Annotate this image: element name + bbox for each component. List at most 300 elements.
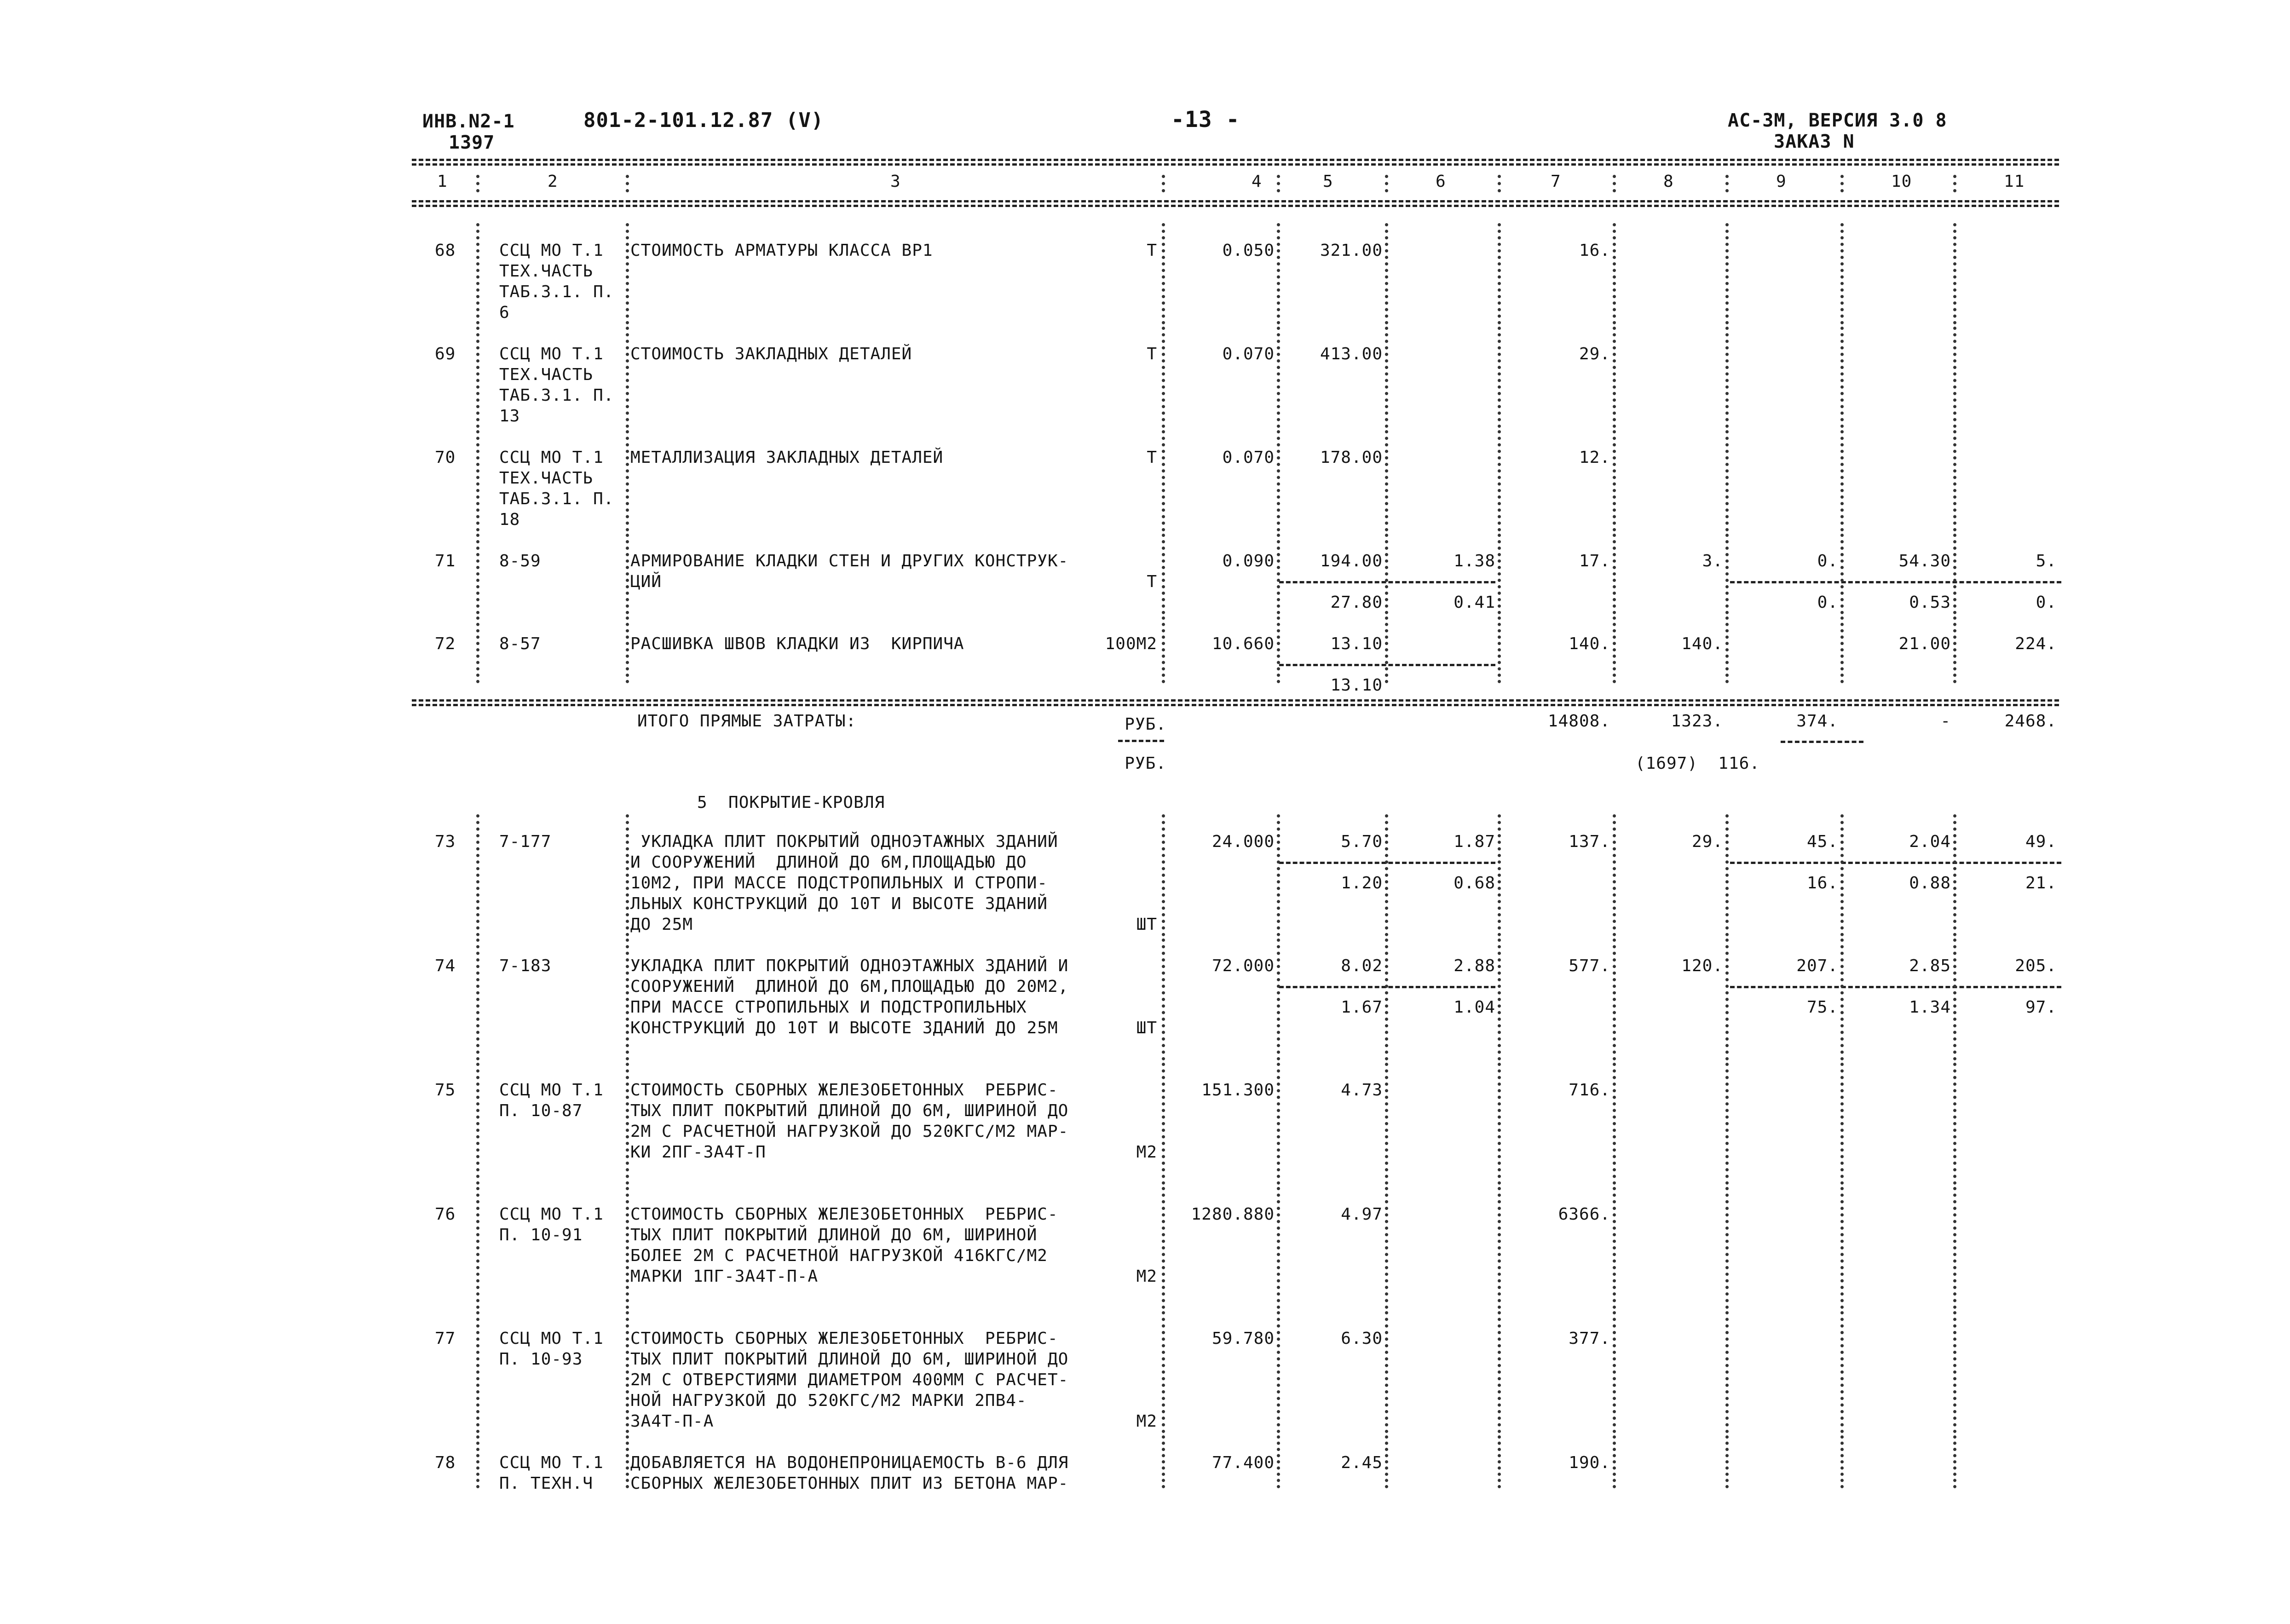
value-c5: 321.00 (1320, 241, 1383, 260)
column-separator (1277, 1311, 1280, 1433)
value-c11: 224. (2015, 634, 2057, 653)
column-separator (626, 616, 629, 683)
unit-label: Т (1147, 572, 1157, 591)
work-description: РАСШИВКА ШВОВ КЛАДКИ ИЗ КИРПИЧА (630, 634, 964, 653)
column-separator (1162, 1311, 1165, 1433)
resource-code: ТЕХ.ЧАСТЬ (499, 365, 594, 384)
column-separator (1498, 534, 1501, 614)
resource-code: 18 (499, 510, 520, 529)
wage-value-s11: 0. (2036, 593, 2057, 612)
column-number: 5 (1323, 172, 1333, 191)
resource-code: ТАБ.3.1. П. (499, 282, 614, 301)
column-separator (1385, 534, 1388, 614)
column-number: 3 (890, 172, 901, 191)
wage-value-s9: 16. (1806, 874, 1838, 893)
row-number: 76 (435, 1205, 456, 1224)
value-c8: 140. (1681, 634, 1723, 653)
column-separator (1498, 430, 1501, 531)
column-separator (1498, 616, 1501, 683)
column-separator (1498, 1187, 1501, 1309)
column-separator (1385, 327, 1388, 428)
column-separator (1840, 327, 1844, 428)
column-separator (626, 327, 629, 428)
column-separator (1613, 1435, 1616, 1488)
wage-value-s6: 0.41 (1454, 593, 1495, 612)
column-number: 10 (1891, 172, 1912, 191)
row-number: 74 (435, 956, 456, 975)
work-description: СТОИМОСТЬ ЗАКЛАДНЫХ ДЕТАЛЕЙ (630, 345, 912, 363)
column-separator (1953, 1063, 1956, 1185)
wage-value-s11: 97. (2025, 998, 2057, 1017)
value-c5: 413.00 (1320, 345, 1383, 363)
column-separator (1953, 1435, 1956, 1488)
column-separator (1725, 939, 1729, 1060)
resource-code: 8-59 (499, 552, 541, 570)
totals-c10: - (1940, 712, 1951, 731)
value-c5: 5.70 (1341, 832, 1383, 851)
work-description: ПРИ МАССЕ СТРОПИЛЬНЫХ И ПОДСТРОПИЛЬНЫХ (630, 998, 1027, 1017)
column-separator (1725, 1311, 1729, 1433)
column-separator (1385, 616, 1388, 683)
column-separator (1385, 175, 1388, 192)
column-separator (1840, 223, 1844, 324)
column-separator (1277, 175, 1280, 192)
page-number: -13 - (1171, 107, 1240, 132)
sub-divider (1730, 581, 2061, 583)
work-description: АРМИРОВАНИЕ КЛАДКИ СТЕН И ДРУГИХ КОНСТРУК- (630, 552, 1069, 570)
column-separator (1385, 1187, 1388, 1309)
value-c7: 190. (1569, 1453, 1610, 1472)
column-separator (1840, 175, 1844, 192)
value-c11: 5. (2036, 552, 2057, 570)
column-separator (1613, 939, 1616, 1060)
column-separator (1613, 430, 1616, 531)
wage-value-s9: 0. (1817, 593, 1838, 612)
work-description: КИ 2ПГ-3А4Т-П (630, 1143, 766, 1162)
column-separator (1162, 1435, 1165, 1488)
column-separator (1613, 534, 1616, 614)
header-divider (412, 163, 2059, 166)
work-description: УКЛАДКА ПЛИТ ПОКРЫТИЙ ОДНОЭТАЖНЫХ ЗДАНИЙ И (630, 956, 1069, 975)
wage-value-s6: 0.68 (1454, 874, 1495, 893)
wage-value-s11: 21. (2025, 874, 2057, 893)
column-separator (1613, 1063, 1616, 1185)
value-c8: 3. (1702, 552, 1723, 570)
resource-code: 7-183 (499, 956, 552, 975)
resource-code: ССЦ МО Т.1 (499, 448, 604, 467)
inventory-label: ИНВ.N2-1 (422, 111, 515, 132)
value-c7: 377. (1569, 1329, 1610, 1348)
work-description: 10М2, ПРИ МАССЕ ПОДСТРОПИЛЬНЫХ И СТРОПИ- (630, 874, 1048, 893)
unit-label: М2 (1136, 1412, 1157, 1431)
column-separator (1498, 1063, 1501, 1185)
row-number: 71 (435, 552, 456, 570)
column-separator (1162, 223, 1165, 324)
column-separator (626, 1063, 629, 1185)
column-separator (1385, 939, 1388, 1060)
resource-code: ССЦ МО Т.1 (499, 1453, 604, 1472)
wage-value-s10: 1.34 (1909, 998, 1951, 1017)
section-title: 5 ПОКРЫТИЕ-КРОВЛЯ (697, 793, 885, 812)
column-separator (626, 430, 629, 531)
unit-label: ШТ (1136, 915, 1157, 934)
resource-code: ТАБ.3.1. П. (499, 386, 614, 405)
column-separator (626, 223, 629, 324)
column-number: 2 (548, 172, 558, 191)
document-code: 801-2-101.12.87 (V) (583, 109, 824, 132)
value-c10: 54.30 (1898, 552, 1951, 570)
column-separator (1162, 430, 1165, 531)
column-separator (476, 1063, 479, 1185)
column-separator (1162, 175, 1165, 192)
column-separator (1613, 1187, 1616, 1309)
unit-label: Т (1147, 345, 1157, 363)
column-separator (1613, 223, 1616, 324)
column-separator (476, 175, 479, 192)
column-separator (626, 175, 629, 192)
resource-code: П. 10-93 (499, 1350, 583, 1369)
column-separator (1277, 430, 1280, 531)
header-divider (412, 200, 2059, 202)
column-separator (476, 1311, 479, 1433)
resource-code: 8-57 (499, 634, 541, 653)
column-number: 6 (1436, 172, 1446, 191)
column-separator (626, 534, 629, 614)
value-c4: 151.300 (1201, 1081, 1275, 1100)
wage-value-s10: 0.88 (1909, 874, 1951, 893)
column-separator (476, 534, 479, 614)
column-separator (1277, 327, 1280, 428)
resource-code: П. 10-91 (499, 1226, 583, 1244)
work-description: ДОБАВЛЯЕТСЯ НА ВОДОНЕПРОНИЦАЕМОСТЬ В-6 ДЛЯ (630, 1453, 1069, 1472)
value-c4: 77.400 (1211, 1453, 1275, 1472)
value-c7: 577. (1569, 956, 1610, 975)
work-description: СТОИМОСТЬ АРМАТУРЫ КЛАССА ВР1 (630, 241, 933, 260)
column-separator (1840, 939, 1844, 1060)
resource-code: ТЕХ.ЧАСТЬ (499, 262, 594, 281)
wage-value-s9: 75. (1806, 998, 1838, 1017)
column-separator (1840, 1063, 1844, 1185)
column-separator (1953, 616, 1956, 683)
totals-unit: РУБ. (1125, 754, 1166, 773)
column-separator (1953, 223, 1956, 324)
column-separator (1953, 814, 1956, 936)
wage-value-s5: 13.10 (1330, 676, 1383, 695)
column-separator (476, 616, 479, 683)
work-description: МАРКИ 1ПГ-3А4Т-П-А (630, 1267, 819, 1286)
value-c10: 2.04 (1909, 832, 1951, 851)
column-separator (1613, 175, 1616, 192)
totals-c8-second: (1697) (1635, 754, 1698, 773)
value-c7: 140. (1569, 634, 1610, 653)
column-separator (1498, 327, 1501, 428)
unit-label: ШТ (1136, 1019, 1157, 1037)
column-separator (1953, 430, 1956, 531)
column-separator (476, 1435, 479, 1488)
value-c6: 1.38 (1454, 552, 1495, 570)
totals-unit: РУБ. (1125, 715, 1166, 734)
totals-divider (412, 704, 2059, 706)
column-separator (626, 1187, 629, 1309)
column-separator (1840, 1311, 1844, 1433)
column-separator (1613, 814, 1616, 936)
value-c11: 49. (2025, 832, 2057, 851)
wage-value-s5: 1.20 (1341, 874, 1383, 893)
work-description: КОНСТРУКЦИЙ ДО 10Т И ВЫСОТЕ ЗДАНИЙ ДО 25М (630, 1019, 1058, 1037)
work-description: 2М С ОТВЕРСТИЯМИ ДИАМЕТРОМ 400ММ С РАСЧЕТ- (630, 1371, 1069, 1389)
column-separator (1725, 1063, 1729, 1185)
column-separator (1162, 534, 1165, 614)
resource-code: П. ТЕХН.Ч (499, 1474, 594, 1493)
column-separator (1162, 327, 1165, 428)
value-c4: 1280.880 (1191, 1205, 1275, 1224)
work-description: УКЛАДКА ПЛИТ ПОКРЫТИЙ ОДНОЭТАЖНЫХ ЗДАНИЙ (630, 832, 1058, 851)
resource-code: П. 10-87 (499, 1101, 583, 1120)
column-separator (476, 814, 479, 936)
resource-code: ССЦ МО Т.1 (499, 1329, 604, 1348)
column-separator (1498, 1435, 1501, 1488)
row-number: 75 (435, 1081, 456, 1100)
value-c4: 0.050 (1222, 241, 1275, 260)
value-c5: 13.10 (1330, 634, 1383, 653)
column-separator (1277, 616, 1280, 683)
column-separator (626, 814, 629, 936)
value-c7: 137. (1569, 832, 1610, 851)
value-c6: 2.88 (1454, 956, 1495, 975)
column-separator (1613, 327, 1616, 428)
value-c10: 21.00 (1898, 634, 1951, 653)
column-separator (1840, 616, 1844, 683)
value-c4: 0.070 (1222, 448, 1275, 467)
value-c4: 0.090 (1222, 552, 1275, 570)
column-separator (1498, 223, 1501, 324)
unit-label: 100М2 (1105, 634, 1157, 653)
column-separator (1385, 1063, 1388, 1185)
column-separator (1162, 1187, 1165, 1309)
work-description: ДО 25М (630, 915, 693, 934)
work-description: ЦИЙ (630, 572, 662, 591)
value-c4: 72.000 (1211, 956, 1275, 975)
work-description: СТОИМОСТЬ СБОРНЫХ ЖЕЛЕЗОБЕТОННЫХ РЕБРИС- (630, 1205, 1058, 1224)
column-separator (1840, 534, 1844, 614)
work-description: 2М С РАСЧЕТНОЙ НАГРУЗКОЙ ДО 520КГС/М2 МАР- (630, 1122, 1069, 1141)
column-separator (1498, 814, 1501, 936)
work-description: ЛЬНЫХ КОНСТРУКЦИЙ ДО 10Т И ВЫСОТЕ ЗДАНИЙ (630, 894, 1048, 913)
column-separator (1385, 1311, 1388, 1433)
value-c7: 29. (1579, 345, 1610, 363)
resource-code: ССЦ МО Т.1 (499, 1205, 604, 1224)
value-c4: 0.070 (1222, 345, 1275, 363)
column-number: 4 (1252, 172, 1262, 191)
value-c5: 194.00 (1320, 552, 1383, 570)
work-description: СТОИМОСТЬ СБОРНЫХ ЖЕЛЕЗОБЕТОННЫХ РЕБРИС- (630, 1081, 1058, 1100)
value-c4: 10.660 (1211, 634, 1275, 653)
work-description: ТЫХ ПЛИТ ПОКРЫТИЙ ДЛИНОЙ ДО 6М, ШИРИНОЙ (630, 1226, 1038, 1244)
totals-c11: 2468. (2004, 712, 2057, 731)
value-c7: 16. (1579, 241, 1610, 260)
column-separator (1498, 939, 1501, 1060)
column-separator (1277, 1063, 1280, 1185)
row-number: 70 (435, 448, 456, 467)
column-number: 7 (1551, 172, 1561, 191)
row-number: 78 (435, 1453, 456, 1472)
value-c9: 207. (1796, 956, 1838, 975)
value-c7: 6366. (1558, 1205, 1610, 1224)
totals-c7: 14808. (1547, 712, 1610, 731)
column-separator (1840, 430, 1844, 531)
inventory-number: 1397 (449, 132, 495, 153)
column-separator (1953, 327, 1956, 428)
column-separator (1725, 814, 1729, 936)
totals-c9-second: 116. (1718, 754, 1760, 773)
wage-value-s5: 1.67 (1341, 998, 1383, 1017)
resource-code: ССЦ МО Т.1 (499, 345, 604, 363)
value-c10: 2.85 (1909, 956, 1951, 975)
value-c8: 29. (1691, 832, 1723, 851)
column-separator (1953, 1187, 1956, 1309)
resource-code: 7-177 (499, 832, 552, 851)
value-c5: 178.00 (1320, 448, 1383, 467)
value-c5: 8.02 (1341, 956, 1383, 975)
column-separator (1498, 175, 1501, 192)
work-description: БОЛЕЕ 2М С РАСЧЕТНОЙ НАГРУЗКОЙ 416КГС/М2 (630, 1246, 1048, 1265)
resource-code: ТАБ.3.1. П. (499, 490, 614, 508)
column-separator (626, 1311, 629, 1433)
wage-value-s10: 0.53 (1909, 593, 1951, 612)
value-c5: 2.45 (1341, 1453, 1383, 1472)
totals-c8: 1323. (1671, 712, 1723, 731)
row-number: 73 (435, 832, 456, 851)
column-separator (1953, 939, 1956, 1060)
column-separator (1725, 616, 1729, 683)
resource-code: ССЦ МО Т.1 (499, 241, 604, 260)
resource-code: ССЦ МО Т.1 (499, 1081, 604, 1100)
column-separator (476, 430, 479, 531)
column-separator (1613, 1311, 1616, 1433)
sub-divider (1730, 862, 2061, 864)
column-separator (1277, 939, 1280, 1060)
column-separator (1725, 534, 1729, 614)
totals-divider (412, 699, 2059, 702)
wage-value-s6: 1.04 (1454, 998, 1495, 1017)
work-description: ТЫХ ПЛИТ ПОКРЫТИЙ ДЛИНОЙ ДО 6М, ШИРИНОЙ ДО (630, 1350, 1069, 1369)
resource-code: 6 (499, 303, 510, 322)
value-c7: 17. (1579, 552, 1610, 570)
value-c5: 4.73 (1341, 1081, 1383, 1100)
column-separator (1385, 814, 1388, 936)
wage-value-s5: 27.80 (1330, 593, 1383, 612)
header-divider (412, 205, 2059, 207)
totals-divider (1781, 741, 1863, 743)
column-separator (1162, 814, 1165, 936)
column-separator (1385, 223, 1388, 324)
totals-c9: 374. (1796, 712, 1838, 731)
column-separator (1277, 534, 1280, 614)
column-separator (1498, 1311, 1501, 1433)
column-separator (1385, 1435, 1388, 1488)
column-separator (476, 939, 479, 1060)
column-separator (476, 1187, 479, 1309)
totals-label: ИТОГО ПРЯМЫЕ ЗАТРАТЫ: (637, 712, 857, 731)
column-separator (1953, 175, 1956, 192)
version-label: АС-3М, ВЕРСИЯ 3.0 8 (1728, 110, 1947, 131)
column-separator (1725, 1187, 1729, 1309)
column-separator (1840, 1435, 1844, 1488)
column-separator (1162, 939, 1165, 1060)
unit-label: Т (1147, 241, 1157, 260)
column-separator (1277, 223, 1280, 324)
totals-divider (1118, 740, 1164, 742)
value-c8: 120. (1681, 956, 1723, 975)
column-separator (1953, 534, 1956, 614)
column-number: 9 (1776, 172, 1787, 191)
column-separator (1840, 1187, 1844, 1309)
value-c4: 24.000 (1211, 832, 1275, 851)
value-c9: 45. (1806, 832, 1838, 851)
unit-label: Т (1147, 448, 1157, 467)
column-separator (1162, 616, 1165, 683)
column-separator (1840, 814, 1844, 936)
column-number: 1 (437, 172, 448, 191)
column-separator (1725, 430, 1729, 531)
value-c7: 716. (1569, 1081, 1610, 1100)
column-separator (626, 939, 629, 1060)
work-description: НОЙ НАГРУЗКОЙ ДО 520КГС/М2 МАРКИ 2ПВ4- (630, 1391, 1027, 1410)
row-number: 77 (435, 1329, 456, 1348)
column-separator (1385, 430, 1388, 531)
value-c6: 1.87 (1454, 832, 1495, 851)
column-number: 11 (2004, 172, 2025, 191)
column-separator (1277, 1187, 1280, 1309)
work-description: ТЫХ ПЛИТ ПОКРЫТИЙ ДЛИНОЙ ДО 6М, ШИРИНОЙ ДО (630, 1101, 1069, 1120)
value-c11: 205. (2015, 956, 2057, 975)
work-description: 3А4Т-П-А (630, 1412, 714, 1431)
unit-label: М2 (1136, 1267, 1157, 1286)
value-c7: 12. (1579, 448, 1610, 467)
value-c5: 4.97 (1341, 1205, 1383, 1224)
value-c9: 0. (1817, 552, 1838, 570)
work-description: СООРУЖЕНИЙ ДЛИНОЙ ДО 6М,ПЛОЩАДЬЮ ДО 20М2, (630, 977, 1069, 996)
row-number: 72 (435, 634, 456, 653)
work-description: МЕТАЛЛИЗАЦИЯ ЗАКЛАДНЫХ ДЕТАЛЕЙ (630, 448, 944, 467)
work-description: СБОРНЫХ ЖЕЛЕЗОБЕТОННЫХ ПЛИТ ИЗ БЕТОНА МАР- (630, 1474, 1069, 1493)
column-separator (1162, 1063, 1165, 1185)
column-separator (1725, 223, 1729, 324)
column-separator (1725, 175, 1729, 192)
work-description: И СООРУЖЕНИЙ ДЛИНОЙ ДО 6М,ПЛОЩАДЬЮ ДО (630, 853, 1027, 872)
row-number: 69 (435, 345, 456, 363)
column-separator (626, 1435, 629, 1488)
column-number: 8 (1663, 172, 1674, 191)
column-separator (1613, 616, 1616, 683)
work-description: СТОИМОСТЬ СБОРНЫХ ЖЕЛЕЗОБЕТОННЫХ РЕБРИС- (630, 1329, 1058, 1348)
resource-code: ТЕХ.ЧАСТЬ (499, 469, 594, 488)
column-separator (1725, 1435, 1729, 1488)
column-separator (476, 327, 479, 428)
value-c5: 6.30 (1341, 1329, 1383, 1348)
column-separator (1953, 1311, 1956, 1433)
sub-divider (1730, 986, 2061, 988)
column-separator (1277, 1435, 1280, 1488)
unit-label: М2 (1136, 1143, 1157, 1162)
column-separator (1277, 814, 1280, 936)
column-separator (476, 223, 479, 324)
column-separator (1725, 327, 1729, 428)
row-number: 68 (435, 241, 456, 260)
value-c4: 59.780 (1211, 1329, 1275, 1348)
header-divider (412, 159, 2059, 161)
resource-code: 13 (499, 407, 520, 426)
